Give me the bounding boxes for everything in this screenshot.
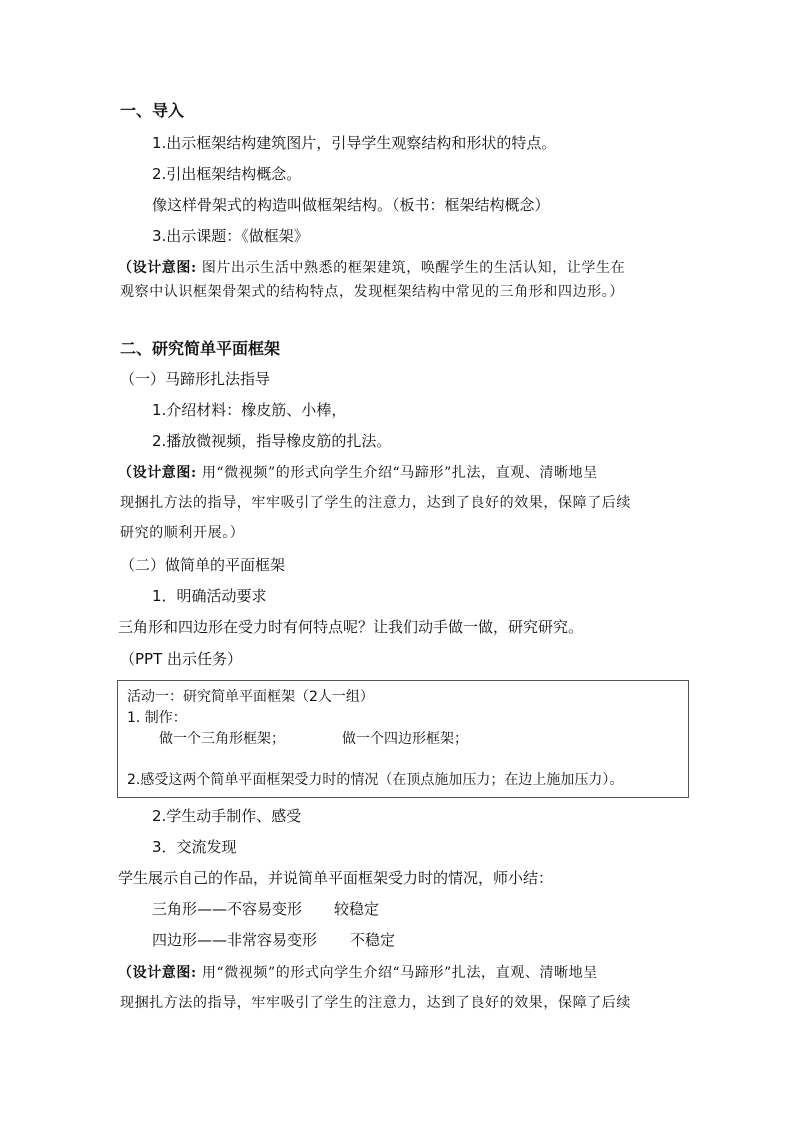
- design-intent-label: （设计意图:: [118, 465, 197, 481]
- quadrilateral-result: 不稳定: [350, 931, 396, 949]
- task-make-quadrilateral: 做一个四边形框架；: [342, 731, 468, 747]
- s1-design-intent-line-1: （设计意图: 图片出示生活中熟悉的框架建筑，唤醒学生的生活认知，让学生在: [118, 260, 626, 276]
- triangle-result: 较稳定: [334, 900, 380, 918]
- design-intent-label: （设计意图:: [118, 260, 197, 276]
- s1-item-3: 像这样骨架式的构造叫做框架结构。（板书：框架结构概念）: [152, 196, 550, 214]
- task-make-label: 1. 制作：: [127, 710, 187, 726]
- sub-2-title: （二）做简单的平面框架: [120, 556, 286, 574]
- sub2-step-3: 3．交流发现: [152, 838, 237, 856]
- sub2-step-1: 1．明确活动要求: [152, 587, 267, 605]
- activity-task-box: [117, 680, 689, 798]
- s1-design-intent-line-2: 观察中认识框架骨架式的结构特点，发现框架结构中常见的三角形和四边形。）: [120, 284, 624, 300]
- sub1-design-intent-line-2: 现捆扎方法的指导，牢牢吸引了学生的注意力，达到了良好的效果，保障了后续: [120, 495, 631, 511]
- sub1-design-intent-line-3: 研究的顺利开展。）: [120, 525, 245, 541]
- s1-item-2: 2.引出框架结构概念。: [152, 165, 302, 183]
- sub2-design-intent-line-1: （设计意图: 用“微视频”的形式向学生介绍“马蹄形”扎法，直观、清晰地呈: [118, 965, 598, 981]
- section-1-title: 一、导入: [120, 101, 185, 120]
- task-make-triangle: 做一个三角形框架；: [159, 731, 285, 747]
- task-feel: 2.感受这两个简单平面框架受力时的情况（在顶点施加压力；在边上施加压力）。: [127, 772, 624, 788]
- task-box-title: 活动一：研究简单平面框架（2人一组）: [127, 689, 374, 705]
- sub2-question: 三角形和四边形在受力时有何特点呢？让我们动手做一做，研究研究。: [118, 618, 584, 636]
- summary-intro: 学生展示自己的作品，并说简单平面框架受力时的情况，师小结：: [118, 869, 554, 887]
- sub1-item-2: 2.播放微视频，指导橡皮筋的扎法。: [152, 432, 392, 450]
- triangle-conclusion: 三角形——不容易变形: [152, 900, 303, 918]
- quadrilateral-conclusion: 四边形——非常容易变形: [152, 931, 318, 949]
- s1-item-1: 1.出示框架结构建筑图片，引导学生观察结构和形状的特点。: [152, 134, 557, 152]
- section-2-title: 二、研究简单平面框架: [120, 339, 281, 358]
- sub1-item-1: 1.介绍材料：橡皮筋、小棒，: [152, 401, 347, 419]
- sub2-design-intent-line-2: 现捆扎方法的指导，牢牢吸引了学生的注意力，达到了良好的效果，保障了后续: [120, 995, 631, 1011]
- ppt-note: （PPT 出示任务）: [120, 650, 243, 668]
- sub1-design-intent-line-1: （设计意图: 用“微视频”的形式向学生介绍“马蹄形”扎法，直观、清晰地呈: [118, 465, 598, 481]
- sub-1-title: （一）马蹄形扎法指导: [120, 370, 271, 388]
- design-intent-label: （设计意图:: [118, 965, 197, 981]
- s1-item-4: 3.出示课题：《做框架》: [152, 227, 309, 245]
- sub2-step-2: 2.学生动手制作、感受: [152, 807, 302, 825]
